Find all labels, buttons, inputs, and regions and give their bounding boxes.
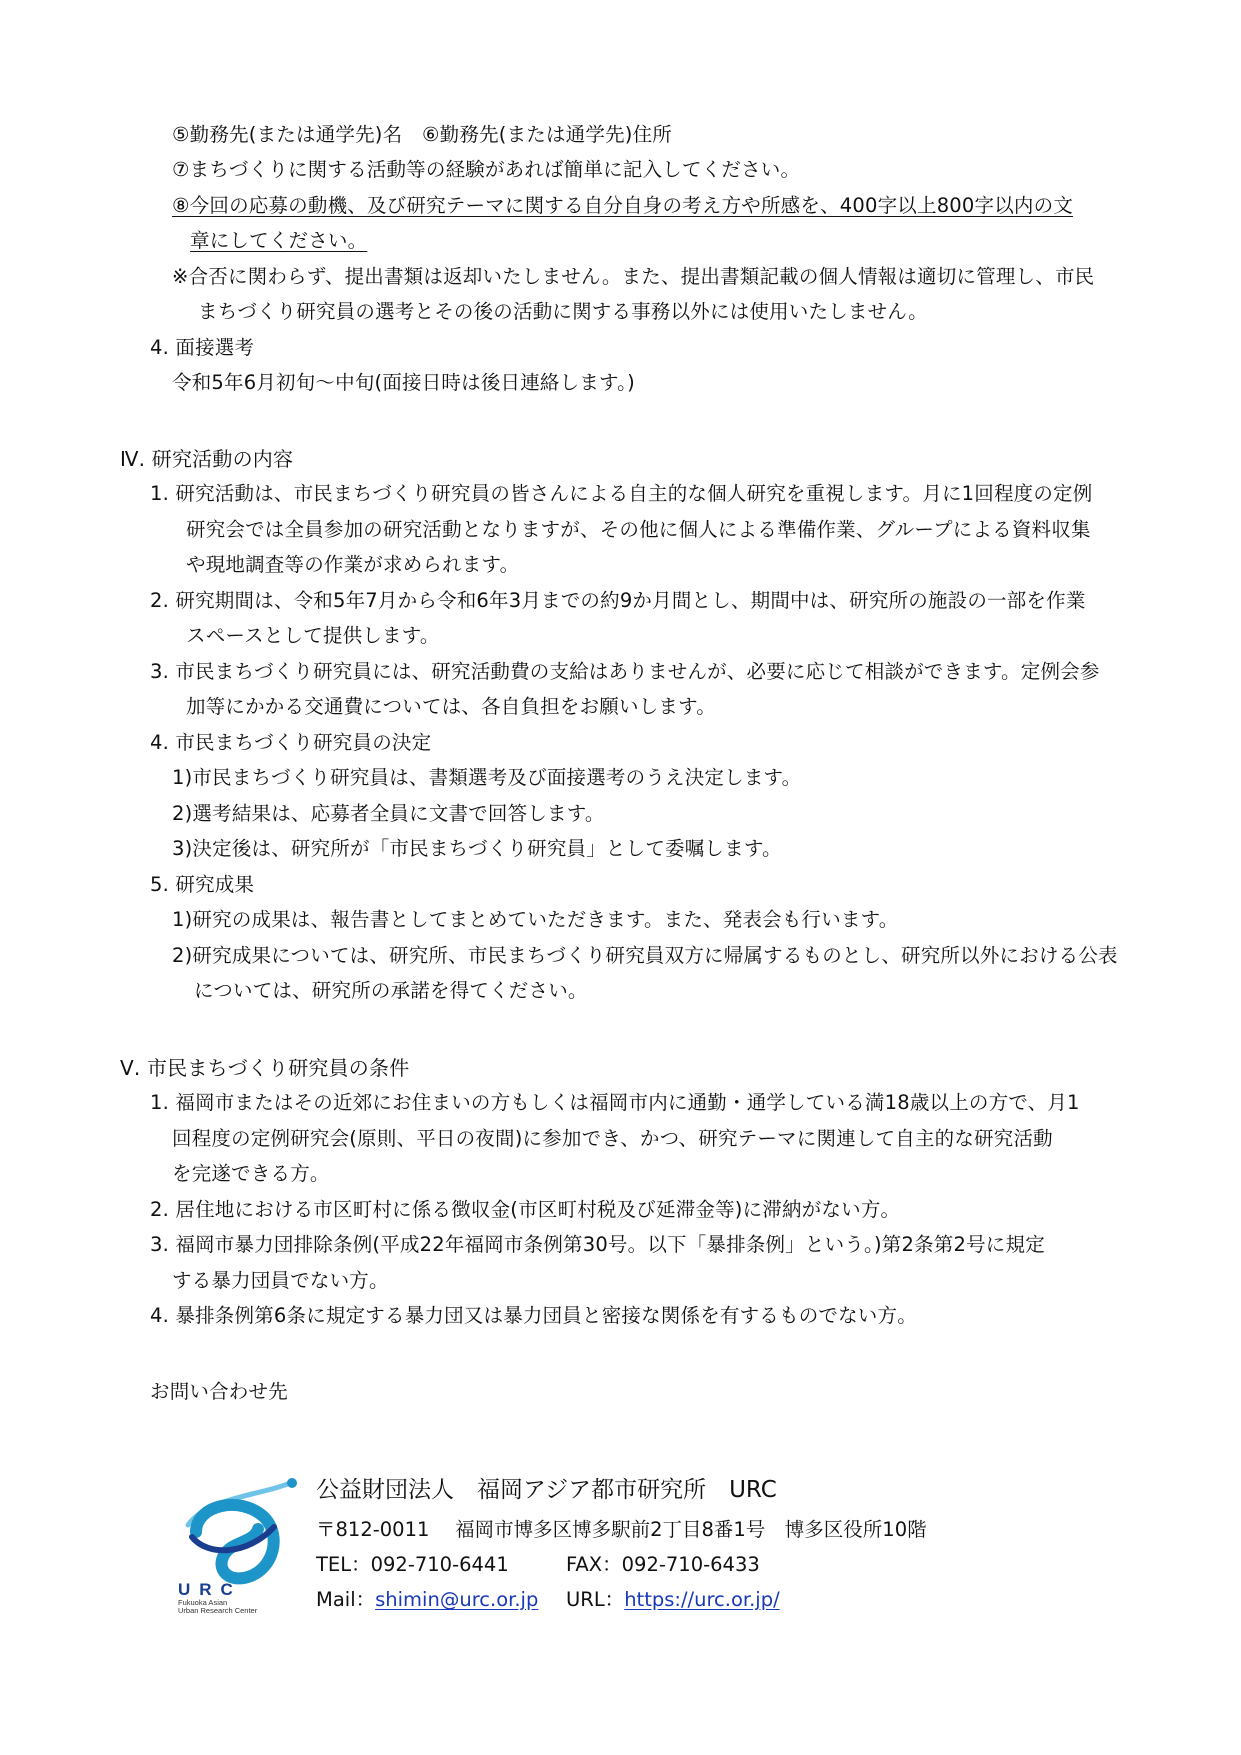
application-item-8-line2: 章にしてください。	[190, 229, 368, 252]
condition-3-line1: 3. 福岡市暴力団排除条例(平成22年福岡市条例第30号。以下「暴排条例」という。)第2条第2号に規定	[150, 1233, 1045, 1256]
tel-number: 092-710-6441	[370, 1553, 509, 1576]
fax-row	[566, 1553, 760, 1577]
research-p3-line1: 3. 市民まちづくり研究員には、研究活動費の支給はありませんが、必要に応じて相談ができます。定例会参	[150, 660, 1100, 683]
research-p5-item2-line2: については、研究所の承諾を得てください。	[194, 979, 588, 1002]
section-4-heading: Ⅳ. 研究活動の内容	[120, 447, 294, 471]
mail-label: Mail：	[316, 1588, 376, 1611]
research-p2-line2: スペースとして提供します。	[186, 624, 440, 647]
application-item-8-line1: ⑧今回の応募の動機、及び研究テーマに関する自分自身の考え方や所感を、400字以上800字以内の文	[172, 194, 1074, 217]
research-p1-line3: や現地調査等の作業が求められます。	[186, 553, 520, 576]
research-p5-item2-line1: 2)研究成果については、研究所、市民まちづくり研究員双方に帰属するものとし、研究所以外における公表	[172, 944, 1118, 967]
organization-name: 公益財団法人 福岡アジア都市研究所 URC	[316, 1477, 777, 1503]
contact-label: お問い合わせ先	[150, 1380, 288, 1403]
section-5-heading: Ⅴ. 市民まちづくり研究員の条件	[120, 1056, 410, 1080]
fax-number: 092-710-6433	[621, 1553, 760, 1576]
mail-link[interactable]: shimin@urc.or.jp	[375, 1588, 539, 1611]
condition-1-line3: を完遂できる方。	[172, 1162, 330, 1185]
research-p3-line2: 加等にかかる交通費については、各自負担をお願いします。	[186, 695, 716, 718]
application-item-5-6: ⑤勤務先(または通学先)名 ⑥勤務先(または通学先)住所	[172, 123, 672, 146]
notice-line2: まちづくり研究員の選考とその後の活動に関する事務以外には使用いたしません。	[198, 300, 928, 323]
contact-address: 〒812-0011 福岡市博多区博多駅前2丁目8番1号 博多区役所10階	[316, 1518, 927, 1541]
urc-logo-icon	[178, 1477, 302, 1613]
condition-1-line1: 1. 福岡市またはその近郊にお住まいの方もしくは福岡市内に通勤・通学している満18歳以上の方で、月1	[150, 1091, 1080, 1114]
website-link[interactable]: https://urc.or.jp/	[624, 1588, 780, 1611]
condition-2: 2. 居住地における市区町村に係る徴収金(市区町村税及び延滞金等)に滞納がない方。	[150, 1198, 901, 1221]
tel-label: TEL：	[316, 1553, 371, 1576]
application-item-7: ⑦まちづくりに関する活動等の経験があれば簡単に記入してください。	[172, 158, 801, 181]
research-p5-item1: 1)研究の成果は、報告書としてまとめていただきます。また、発表会も行います。	[172, 908, 899, 931]
research-p4-item3: 3)決定後は、研究所が「市民まちづくり研究員」として委嘱します。	[172, 837, 782, 860]
condition-4: 4. 暴排条例第6条に規定する暴力団又は暴力団員と密接な関係を有するものでない方。	[150, 1304, 917, 1327]
url-label: URL：	[566, 1588, 625, 1611]
research-p4-heading: 4. 市民まちづくり研究員の決定	[150, 731, 432, 754]
research-p4-item2: 2)選考結果は、応募者全員に文書で回答します。	[172, 802, 605, 825]
condition-1-line2: 回程度の定例研究会(原則、平日の夜間)に参加でき、かつ、研究テーマに関連して自主的な研究活動	[172, 1127, 1053, 1150]
logo-acronym: URC	[178, 1580, 242, 1599]
interview-heading: 4. 面接選考	[150, 336, 255, 359]
logo-line2: Urban Research Center	[178, 1606, 258, 1613]
research-p2-line1: 2. 研究期間は、令和5年7月から令和6年3月までの約9か月間とし、期間中は、研究所の施設の一部を作業	[150, 589, 1086, 612]
mail-row	[316, 1588, 538, 1612]
notice-line1: ※合否に関わらず、提出書類は返却いたしません。また、提出書類記載の個人情報は適切に管理し、市民	[172, 265, 1095, 288]
fax-label: FAX：	[566, 1553, 622, 1576]
logo-line1: Fukuoka Asian	[178, 1598, 228, 1607]
condition-3-line2: する暴力団員でない方。	[172, 1269, 389, 1292]
research-p1-line2: 研究会では全員参加の研究活動となりますが、その他に個人による準備作業、グループによる資料収集	[186, 518, 1091, 541]
research-p4-item1: 1)市民まちづくり研究員は、書類選考及び面接選考のうえ決定します。	[172, 766, 802, 789]
url-row	[566, 1588, 780, 1612]
research-p1-line1: 1. 研究活動は、市民まちづくり研究員の皆さんによる自主的な個人研究を重視します。月に1回程度の定例	[150, 482, 1093, 505]
interview-body: 令和5年6月初旬～中旬(面接日時は後日連絡します。)	[172, 371, 635, 394]
tel-row	[316, 1553, 509, 1577]
research-p5-heading: 5. 研究成果	[150, 873, 255, 896]
